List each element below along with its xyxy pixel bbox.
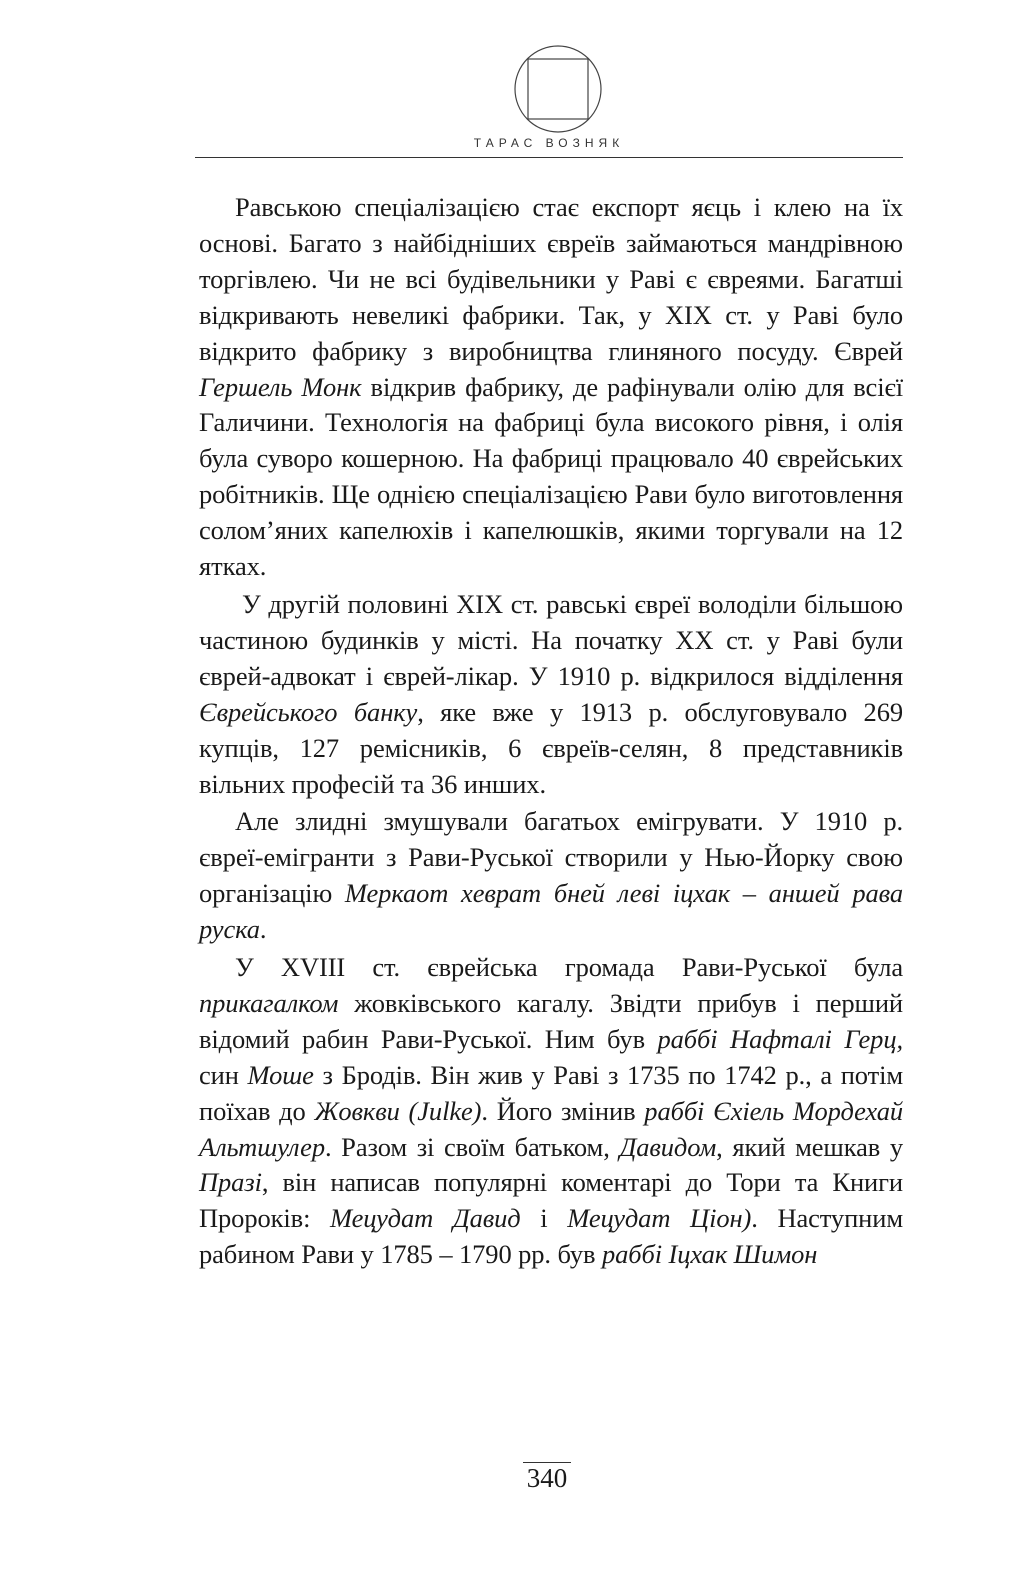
text-run: , він написав популярні коментарі до Тори та Книги Пророків: [199, 1167, 903, 1234]
paragraph [199, 950, 903, 1273]
header-rule [195, 157, 903, 158]
circle-square-logo-icon [510, 42, 606, 138]
italic-text: Мецудат Давид [330, 1203, 521, 1234]
italic-text: Моше [247, 1059, 314, 1090]
paragraph [199, 804, 903, 948]
italic-text: Давидом [619, 1131, 717, 1162]
text-run: з Бродів. Він жив у Раві з 1735 по 1742 р., а потім поїхав до [199, 1059, 903, 1126]
text-run: . Наступним рабином Рави у 1785 – 1790 рр. був [199, 1203, 904, 1270]
text-run: і [520, 1203, 568, 1234]
text-run: . [259, 914, 267, 945]
running-head: ТАРАС ВОЗНЯК [473, 136, 625, 150]
paragraph [199, 190, 903, 585]
italic-text: Гершель Монк [199, 371, 362, 402]
italic-text: раббі Нафталі Герц, [657, 1023, 903, 1054]
text-run: У другій половині XIX ст. равські євреї володіли більшою частиною будинків у місті. На початку XX ст. у Раві були єврей-адвокат і єврей-лікар. У 1910 р. відкрилося відділення [199, 588, 903, 691]
text-run: Але злидні змушували багатьох емігрувати. У 1910 р. євреї-емігранти з Рави-Руської створили у Нью-Йорку свою організацію [199, 806, 903, 909]
italic-text: Меркаот хеврат бней леві іцхак – аншей рава руска [199, 878, 903, 945]
italic-text: Мецудат Ціон) [567, 1203, 752, 1234]
italic-text: Празі [199, 1167, 262, 1198]
text-run: відкрив фабрику, де рафінували олію для всієї Галичини. Технологія на фабриці була високого рівня, і олія була суворо кошерною. На фабриці працювало 40 єврейських робітників. Ще однією спеціалізацією Рави було виготовлення солом’яних капелюхів і капелюшків, якими торгували на 12 ятках. [199, 371, 903, 582]
text-run: Равською спеціалізацією стає експорт яєць і клею на їх основі. Багато з найбідніших євреїв займаються мандрівною торгівлею. Чи не всі будівельники у Раві є євреями. Багатші відкривають невеликі фабрики. Так, у XIX ст. у Раві було відкрито фабрику з виробництва глиняного посуду. Єврей [199, 192, 903, 366]
italic-text: прикагалком [199, 987, 339, 1018]
italic-text: раббі Іцхак Шимон [601, 1239, 818, 1270]
text-run: У XVIII ст. єврейська громада Рави-Руської була [235, 952, 903, 983]
text-run: . Разом зі своїм батьком, [324, 1131, 620, 1162]
main-text [199, 190, 903, 1275]
italic-text: Жовкви (Julke) [314, 1095, 482, 1126]
italic-text: раббі Єхіель Мордехай Альтшулер [199, 1095, 903, 1162]
text-run: син [199, 1059, 248, 1090]
paragraph [199, 587, 903, 802]
page-number: 340 [526, 1463, 568, 1493]
text-run: . Його змінив [481, 1095, 645, 1126]
text-run: жовківського кагалу. Звідти прибув і перший відомий рабин Рави-Руської. Ним був [199, 987, 903, 1054]
text-run: , який мешкав у [716, 1131, 903, 1162]
italic-text: Єврейського банку [199, 696, 418, 727]
text-run: , яке вже у 1913 р. обслуговувало 269 купців, 127 ремісників, 6 євреїв-селян, 8 представників вільних професій та 36 инших. [199, 696, 903, 799]
